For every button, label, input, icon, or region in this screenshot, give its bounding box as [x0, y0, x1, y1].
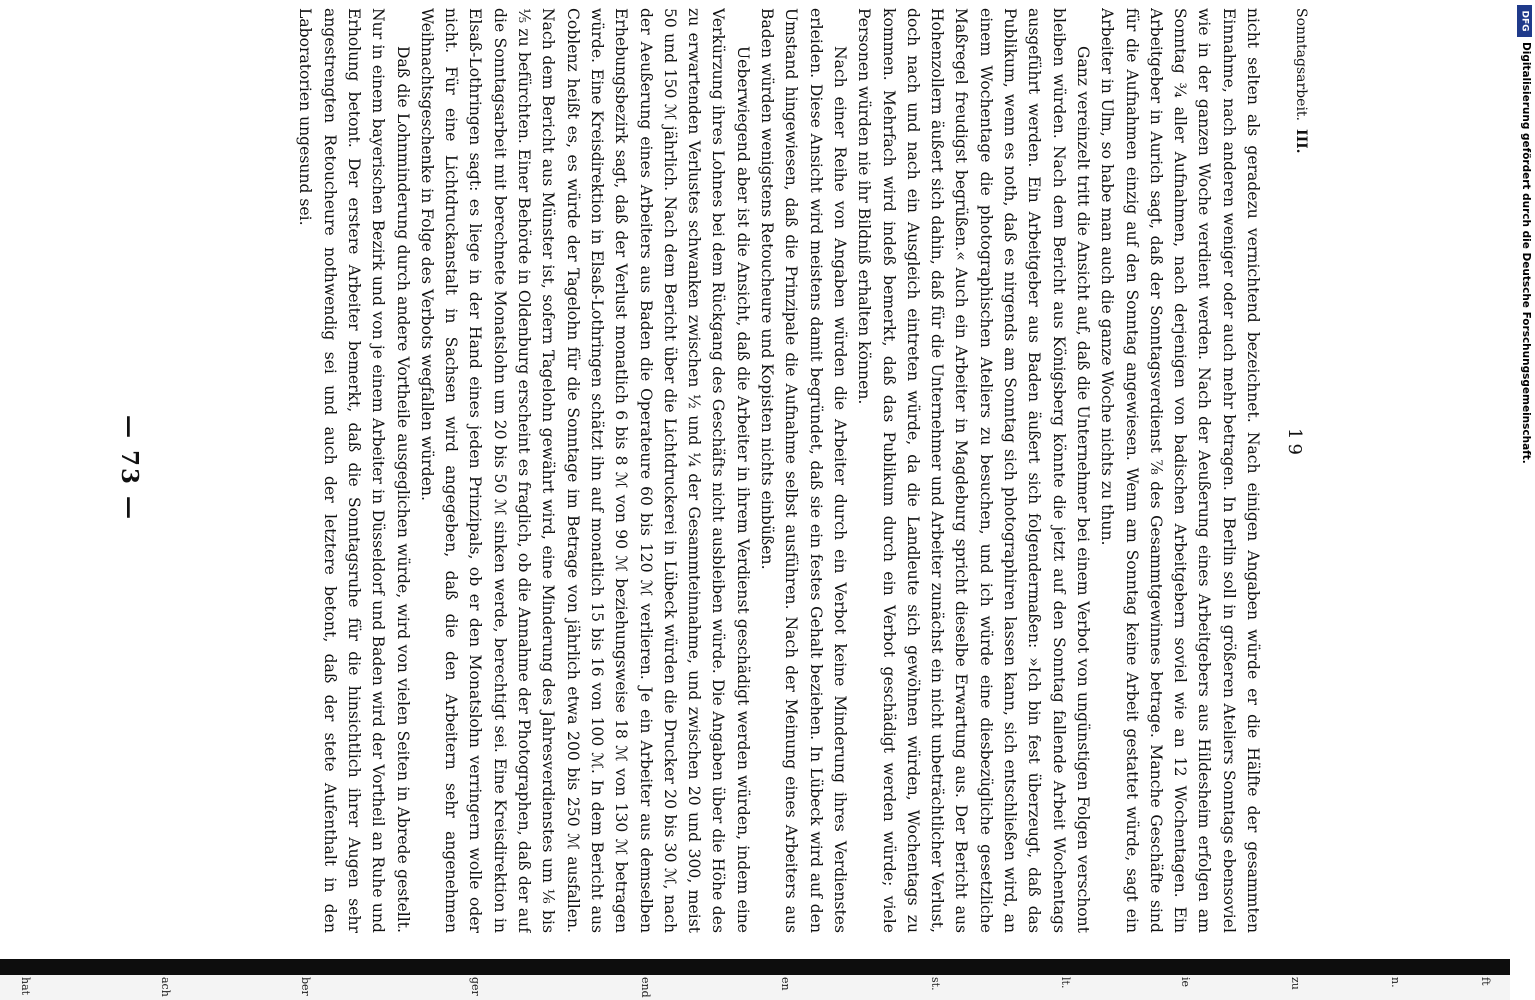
paragraph: Ganz vereinzelt tritt die Ansicht auf, daß die Unternehmer bei einem Verbot von ungünstigen Folgen verschont bleiben würden. Nach dem Bericht aus Königsberg könnte die jetzt auf den Sonntag fallende Arbeit Wochentags ausgeführt werden. Ein Arbeitgeber aus Baden äußert sich folgendermaßen: »Ich bin fest überzeugt, daß das Publikum, wenn es noth, daß es nirgends am Sonntag sich photographiren lassen kann, sich entschließen wird, an einem Wochentage die photographischen Ateliers zu besuchen, und ich würde eine diesbezügliche gesetzliche Maßregel freudigst begrüßen.« Auch ein Arbeiter in Magdeburg spricht dieselbe Erwartung aus. Der Bericht aus Hohenzollern äußert sich dahin, daß für die Unternehmer und Arbeiter zunächst ein nicht unbeträchtlicher Verlust, doch nach und nach ein Ausgleich eintreten würde, da die Landleute sich gewöhnen würden, Wochentags zu kommen. Mehrfach wird indeß bemerkt, daß das Publikum durch ein Verbot geschädigt werden würde; viele Personen würden nie ihr Bildniß erhalten können.	[855, 8, 1092, 933]
signature-volume: III.	[1293, 129, 1309, 154]
margin-fragment: ft	[1479, 977, 1492, 986]
folio-number: 19	[1284, 428, 1305, 459]
margin-fragment: lt.	[1059, 977, 1072, 989]
margin-fragment: n.	[1389, 977, 1402, 988]
margin-fragment: ach	[159, 977, 172, 997]
rotated-text-page	[105, 0, 1309, 948]
margin-fragment: en	[779, 977, 792, 991]
margin-fragment: ie	[1179, 977, 1192, 988]
scan-bottom-edge	[0, 959, 1535, 975]
margin-fragment: zu	[1289, 977, 1302, 990]
dfg-logo	[1517, 5, 1532, 37]
paragraph: Ueberwiegend aber ist die Ansicht, daß die Arbeiter in ihrem Verdienst geschädigt werden würden, indem eine Verkürzung ihres Lohnes bei dem Rückgang des Geschäfts nicht ausbleiben würde. Die Angaben über die Höhe des zu erwartenden Verlustes schwanken zwischen ½ und ¼ der Gesammteinnahme, und zwischen 20 und 300, meist 50 und 150 ℳ jährlich. Nach dem Bericht über die Lichtdruckerei in Lübeck würden die Drucker 20 bis 30 ℳ, nach der Aeußerung eines Arbeiters aus Baden die Operateure 60 bis 120 ℳ verlieren. Je ein Arbeiter aus demselben Erhebungsbezirk sagt, daß der Verlust monatlich 6 bis 8 ℳ von 90 ℳ beziehungsweise 18 ℳ von 130 ℳ betragen würde. Eine Kreisdirektion in Elsaß-Lothringen schätzt ihn auf monatlich 15 bis 16 von 100 ℳ. In dem Bericht aus Coblenz heißt es, es würde der Tagelohn für die Sonntage im Betrage von jährlich etwa 200 bis 250 ℳ ausfallen. Nach dem Bericht aus Münster ist, sofern Tagelohn gewährt wird, eine Minderung des Jahresverdienstes um ⅙ bis ⅕ zu befürchten. Einer Behörde in Oldenburg erscheint es fraglich, ob die Annahme der Photographen, daß der auf die Sonntagsarbeit mit berechnete Monatslohn um 20 bis 50 ℳ sinken werde, berechtigt sei. Eine Kreisdirektion in Elsaß-Lothringen sagt: es liege in der Hand eines jeden Prinzipals, ob er den Monatslohn verringern wolle oder nicht. Für eine Lichtdruckanstalt in Sachsen wird angegeben, daß die den Arbeitern sehr angenehmen Weihnachtsgeschenke in Folge des Verbots wegfallen würden.	[417, 8, 752, 933]
running-head: — 73 —	[116, 414, 143, 522]
body-text	[155, 8, 1265, 933]
paragraph: nicht selten als geradezu vernichtend bezeichnet. Nach einigen Angaben würde er die Hälfte der gesammten Einnahme, nach anderen weniger oder auch mehr betragen. In Berlin soll in größeren Ateliers Sonntags ebensoviel wie in der ganzen Woche verdient werden. Nach der Aeußerung eines Arbeitgebers aus Hildesheim erfolgen am Sonntag ¾ aller Aufnahmen, nach derjenigen von badischen Arbeitgebern soviel wie an 12 Wochentagen. Ein Arbeitgeber in Aurich sagt, daß der Sonntagsverdienst ⅞ des Gesammtgewinnes betrage. Manche Geschäfte sind für die Aufnahmen einzig auf den Sonntag angewiesen. Wenn am Sonntag keine Arbeit gestattet würde, sagt ein Arbeiter in Ulm, so habe man auch die ganze Woche nichts zu thun.	[1098, 8, 1262, 933]
margin-fragment: end	[639, 977, 652, 998]
signature-label: Sonntagsarbeit.	[1293, 8, 1309, 122]
margin-fragment: ber	[299, 977, 312, 996]
margin-fragment: st.	[929, 977, 942, 991]
paragraph: Daß die Lohnminderung durch andere Vortheile ausgeglichen würde, wird von vielen Seiten in Abrede gestellt. Nur in einem bayerischen Bezirk und von je einem Arbeiter in Düsseldorf und Baden wird der Vortheil an Ruhe und Erholung betont. Der erstere Arbeiter bemerkt, daß die Sonntagsruhe für die hinsichtlich ihrer Augen sehr angestrengten Retoucheure nothwendig sei und auch der letztere betont, daß der stete Aufenthalt in den Laboratorien ungesund sei.	[296, 8, 412, 933]
paragraph: Nach einer Reihe von Angaben würden die Arbeiter durch ein Verbot keine Minderung ihres Verdienstes erleiden. Diese Ansicht wird meistens damit begründet, daß sie ein festes Gehalt beziehen. In Lübeck wird auf den Umstand hingewiesen, daß die Prinzipale die Aufnahme selbst ausführen. Nach der Meinung eines Arbeiters aus Baden würden wenigstens Retoucheure und Kopisten nichts einbüßen.	[758, 8, 849, 933]
attribution-text: Digitalisierung gefördert durch die Deutsche Forschungsgemeinschaft.	[1520, 42, 1532, 464]
margin-fragment: ger	[469, 977, 482, 996]
dfg-logo-text: DFG	[1519, 10, 1530, 32]
signature-line	[1293, 8, 1309, 933]
adjacent-page-edge	[0, 975, 1535, 1000]
margin-fragment: hat	[19, 977, 32, 996]
